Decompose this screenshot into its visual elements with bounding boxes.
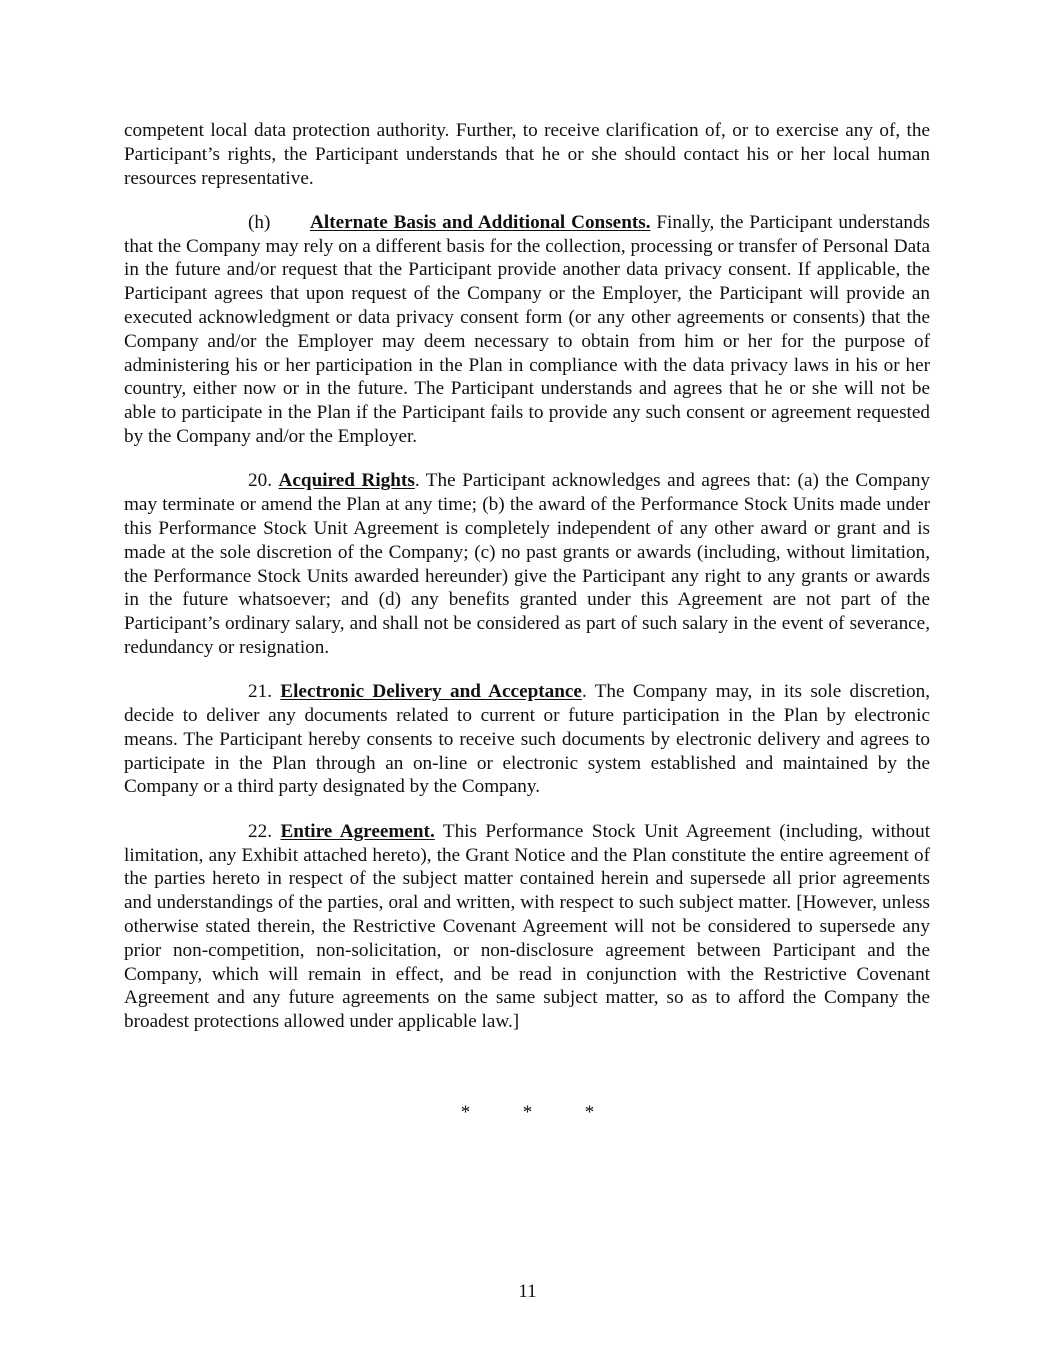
page-number: 11 <box>518 1281 537 1302</box>
section-22-entire-agreement <box>124 820 930 1034</box>
section-20-acquired-rights <box>124 469 930 659</box>
continuation-paragraph: competent local data protection authority. Further, to receive clarification of, or to exercise any of, the Participant’s rights, the Participant understands that he or she should contact his or her local human resources representative. <box>124 120 930 189</box>
separator-asterisk: * <box>522 1102 533 1123</box>
section-number: 20. <box>248 470 272 492</box>
separator-asterisk: * <box>460 1102 471 1123</box>
section-number: (h) <box>248 211 271 233</box>
section-number: 21. <box>248 681 272 703</box>
document-page <box>124 119 930 1054</box>
section-21-electronic-delivery <box>124 680 930 799</box>
section-heading: Entire Agreement. <box>280 820 435 842</box>
section-heading: Electronic Delivery and Acceptance <box>280 681 582 703</box>
section-body: . The Participant acknowledges and agrees that: (a) the Company may terminate or amend the Plan at any time; (b) the award of the Performance Stock Units made under this Performance Stock Unit Agreement is completely independent of any other award or grant and is made at the sole discretion of the Company; (c) no past grants or awards (including, without limitation, the Performance Stock Units awarded hereunder) give the Participant any right to any grants or awards in the future whatsoever; and (d) any benefits granted under this Agreement are not part of the Participant’s ordinary salary, and shall not be considered as part of such salary in the event of severance, redundancy or resignation. <box>124 470 931 658</box>
section-h-alternate-basis <box>124 211 930 449</box>
section-separator <box>0 1102 1055 1124</box>
separator-asterisk: * <box>584 1102 595 1123</box>
section-heading: Acquired Rights <box>278 470 415 492</box>
section-body: Finally, the Participant understands that the Company may rely on a different basis for the collection, processing or transfer of Personal Data in the future and/or request that the Participant provide another data privacy consent. If applicable, the Participant agrees that upon request of the Company or the Employer, the Participant will provide an executed acknowledgment or data privacy consent form (or any other agreements or consents) that the Company and/or the Employer may deem necessary to obtain from him or her for the purpose of administering his or her participation in the Plan in compliance with the data privacy laws in his or her country, either now or in the future. The Participant understands and agrees that he or she will not be able to participate in the Plan if the Participant fails to provide any such consent or agreement requested by the Company and/or the Employer. <box>124 211 931 448</box>
section-number: 22. <box>248 820 272 842</box>
section-body: This Performance Stock Unit Agreement (including, without limitation, any Exhibit attached hereto), the Grant Notice and the Plan constitute the entire agreement of the parties hereto in respect of the subject matter contained herein and supersede all prior agreements and understandings of the parties, oral and written, with respect to such subject matter. [However, unless otherwise stated therein, the Restrictive Covenant Agreement will not be considered to supersede any prior non-competition, non-solicitation, or non-disclosure agreement between Participant and the Company, which will remain in effect, and be read in conjunction with the Restrictive Covenant Agreement and any future agreements on the same subject matter, so as to afford the Company the broadest protections allowed under applicable law.] <box>124 820 931 1033</box>
section-body: . The Company may, in its sole discretion, decide to deliver any documents related to current or future participation in the Plan by electronic means. The Participant hereby consents to receive such documents by electronic delivery and agrees to participate in the Plan through an on-line or electronic system established and maintained by the Company or a third party designated by the Company. <box>124 681 931 798</box>
section-heading: Alternate Basis and Additional Consents. <box>310 211 651 233</box>
